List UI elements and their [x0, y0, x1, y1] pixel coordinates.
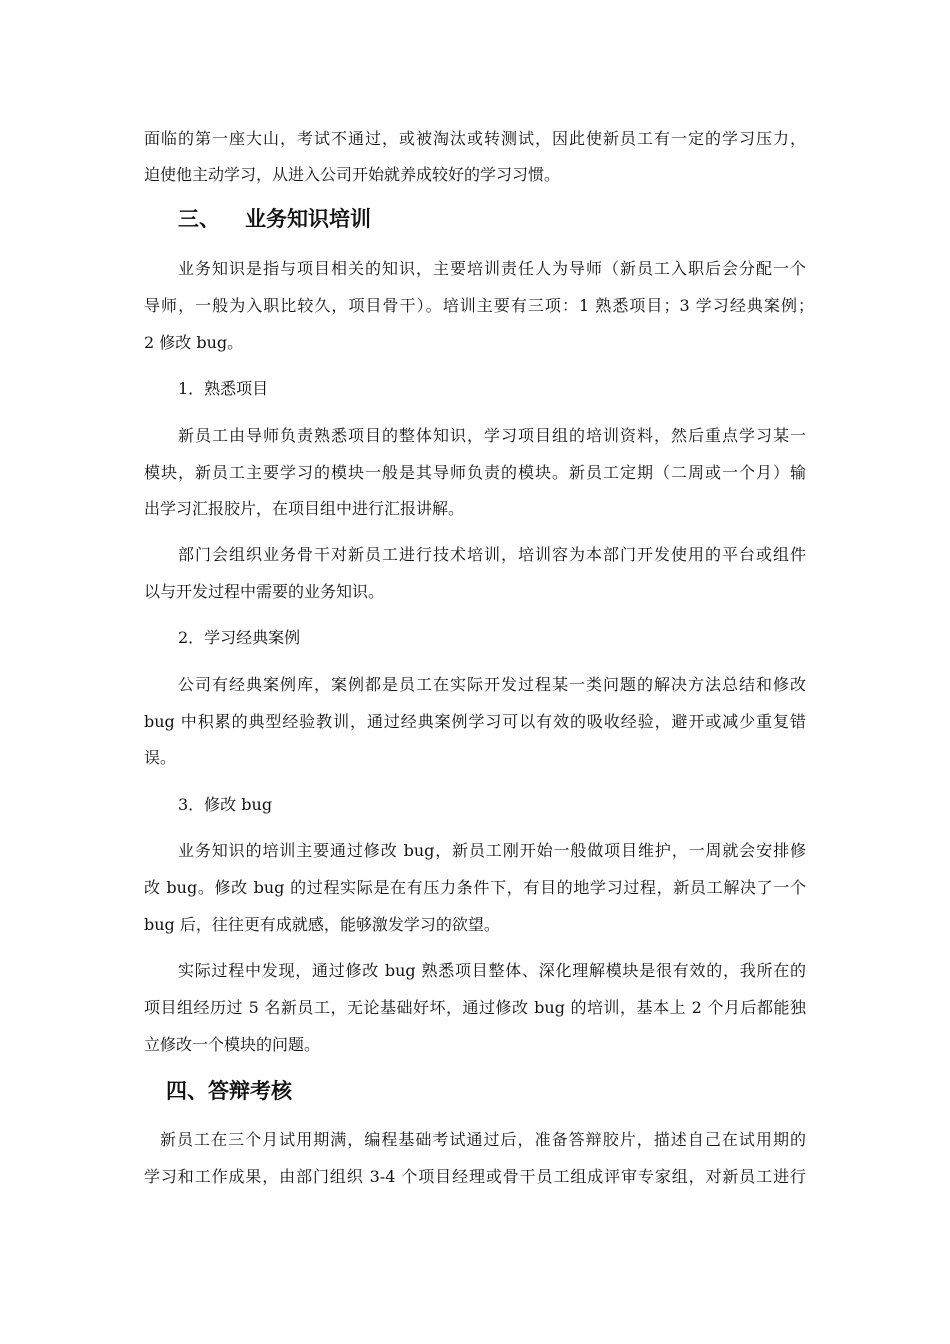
- paragraph-line: 面临的第一座大山，考试不通过，或被淘汰或转测试，因此使新员工有一定的学习压力，: [144, 129, 806, 148]
- paragraph-line: 误。: [144, 748, 177, 767]
- paragraph-line: 模块，新员工主要学习的模块一般是其导师负责的模块。新员工定期（二周或一个月）输: [144, 463, 806, 482]
- paragraph-line: 改 bug。修改 bug 的过程实际是在有压力条件下，有目的地学习过程，新员工解决了一个: [144, 878, 806, 897]
- paragraph-line: 2 修改 bug。: [144, 333, 244, 352]
- paragraph-line: 学习和工作成果，由部门组织 3-4 个项目经理或骨干员工组成评审专家组，对新员工进行: [144, 1167, 806, 1186]
- paragraph-line: 公司有经典案例库，案例都是员工在实际开发过程某一类问题的解决方法总结和修改: [178, 675, 806, 694]
- paragraph-line: 出学习汇报胶片，在项目组中进行汇报讲解。: [144, 499, 465, 518]
- section-heading-4: 四、答辩考核: [166, 1079, 292, 1103]
- paragraph-line: 迫使他主动学习，从进入公司开始就养成较好的学习习惯。: [144, 165, 561, 184]
- paragraph-line: 立修改一个模块的问题。: [144, 1035, 321, 1054]
- subsection-title: 1．熟悉项目: [178, 379, 269, 398]
- subsection-title: 3．修改 bug: [178, 795, 273, 814]
- paragraph-line: 业务知识的培训主要通过修改 bug，新员工刚开始一般做项目维护，一周就会安排修: [178, 841, 806, 860]
- section-heading-3: [178, 205, 371, 233]
- subsection-title: 2．学习经典案例: [178, 628, 301, 647]
- paragraph-line: bug 中积累的典型经验教训，通过经典案例学习可以有效的吸收经验，避开或减少重复错: [144, 712, 806, 731]
- section-number: 三、: [178, 207, 220, 231]
- paragraph-line: 导师，一般为入职比较久，项目骨干）。培训主要有三项：1 熟悉项目；3 学习经典案例；: [144, 296, 814, 315]
- section-title: 业务知识培训: [245, 207, 371, 231]
- paragraph-line: 部门会组织业务骨干对新员工进行技术培训，培训容为本部门开发使用的平台或组件: [178, 545, 806, 564]
- paragraph-line: 新员工在三个月试用期满，编程基础考试通过后，准备答辩胶片，描述自己在试用期的: [160, 1130, 806, 1149]
- paragraph-line: 实际过程中发现，通过修改 bug 熟悉项目整体、深化理解模块是很有效的，我所在的: [178, 961, 806, 980]
- paragraph-line: 项目组经历过 5 名新员工，无论基础好坏，通过修改 bug 的培训，基本上 2 个月后都能独: [144, 998, 806, 1017]
- paragraph-line: 业务知识是指与项目相关的知识，主要培训责任人为导师（新员工入职后会分配一个: [178, 259, 806, 278]
- paragraph-line: 新员工由导师负责熟悉项目的整体知识，学习项目组的培训资料，然后重点学习某一: [178, 426, 806, 445]
- paragraph-line: bug 后，往往更有成就感，能够激发学习的欲望。: [144, 915, 500, 934]
- paragraph-line: 以与开发过程中需要的业务知识。: [144, 582, 385, 601]
